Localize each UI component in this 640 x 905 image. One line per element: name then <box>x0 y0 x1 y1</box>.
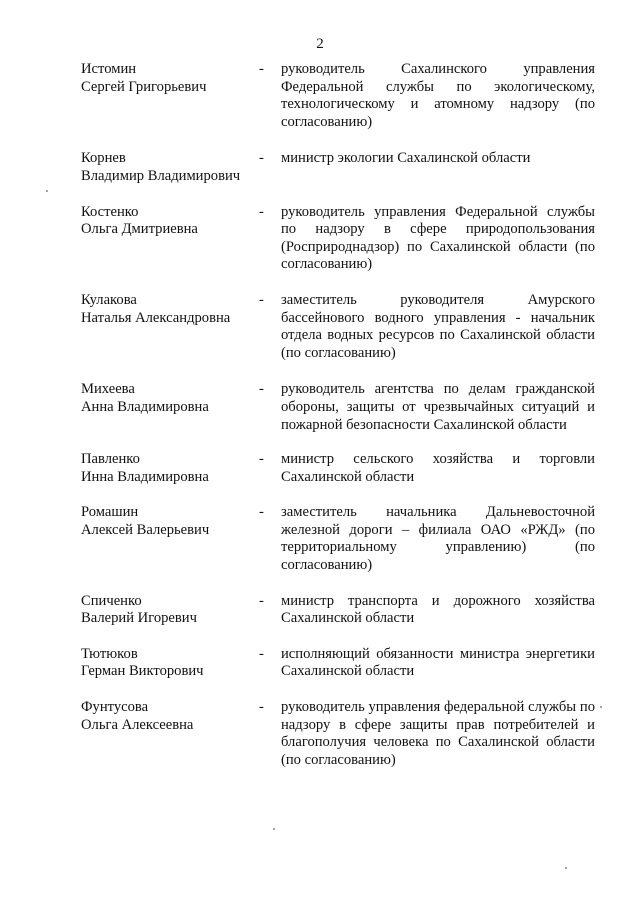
list-item <box>81 699 595 769</box>
separator-dash: - <box>259 504 264 521</box>
separator-dash: - <box>259 592 264 609</box>
member-name <box>81 204 259 239</box>
member-surname: Истомин <box>81 61 137 77</box>
separator-dash: - <box>259 699 264 716</box>
separator-dash: - <box>259 203 264 220</box>
separator-dash: - <box>259 291 264 308</box>
list-item <box>81 504 595 574</box>
member-name <box>81 451 259 486</box>
member-name <box>81 61 259 96</box>
member-given-names: Инна Владимировна <box>81 468 209 485</box>
member-surname: Кулакова <box>81 291 137 308</box>
member-given-names: Сергей Григорьевич <box>81 78 207 95</box>
separator-dash: - <box>259 61 264 77</box>
member-role: исполняющий обязанности министра энергетики Сахалинской области <box>281 645 595 680</box>
member-surname: Корнев <box>81 150 126 167</box>
separator-dash: - <box>259 451 264 468</box>
member-role: руководитель управления федеральной службы по надзору в сфере защиты прав потребителей и благополучия человека по Сахалинской области (по согласованию) <box>281 699 595 768</box>
member-surname: Спиченко <box>81 592 142 609</box>
member-surname: Тютюков <box>81 645 138 662</box>
member-role: руководитель Сахалинского управления Федеральной службы по экологическому, технологическому и атомному надзору (по согласованию) <box>281 61 595 130</box>
member-name <box>81 150 259 185</box>
list-item <box>81 593 595 628</box>
member-given-names: Наталья Александровна <box>81 309 231 326</box>
member-list <box>81 61 595 769</box>
member-role: заместитель начальника Дальневосточной железной дороги – филиала ОАО «РЖД» (по территориальному управлению) (по согласованию) <box>281 504 595 574</box>
member-name <box>81 646 259 681</box>
scan-speck <box>273 828 275 830</box>
list-item <box>81 61 595 131</box>
member-surname: Павленко <box>81 451 140 468</box>
separator-dash: - <box>259 381 264 398</box>
member-name <box>81 593 259 628</box>
member-given-names: Анна Владимировна <box>81 398 209 415</box>
list-item <box>81 292 595 362</box>
scan-speck <box>46 190 48 192</box>
scan-speck <box>565 867 567 869</box>
member-name <box>81 381 259 416</box>
separator-dash: - <box>259 645 264 662</box>
list-item <box>81 204 595 274</box>
list-item <box>81 381 595 434</box>
member-role: руководитель управления Федеральной службы по надзору в сфере природопользования (Росприроднадзор) по Сахалинской области (по согласованию) <box>281 203 595 273</box>
list-item <box>81 150 595 185</box>
member-name <box>81 699 259 734</box>
member-given-names: Герман Викторович <box>81 663 204 680</box>
separator-dash: - <box>259 150 264 167</box>
member-surname: Костенко <box>81 203 139 220</box>
member-surname: Ромашин <box>81 504 139 521</box>
member-role: заместитель руководителя Амурского бассейнового водного управления - начальник отдела водных ресурсов по Сахалинской области (по согласованию) <box>281 291 595 361</box>
member-name <box>81 292 259 327</box>
member-given-names: Владимир Владимирович <box>81 167 241 184</box>
page-number: 2 <box>316 36 324 52</box>
member-given-names: Ольга Дмитриевна <box>81 221 198 238</box>
list-item <box>81 646 595 681</box>
member-given-names: Ольга Алексеевна <box>81 716 194 733</box>
member-surname: Фунтусова <box>81 699 149 716</box>
member-given-names: Алексей Валерьевич <box>81 521 210 538</box>
member-role: министр транспорта и дорожного хозяйства Сахалинской области <box>281 592 595 627</box>
member-role: министр экологии Сахалинской области <box>281 150 531 167</box>
member-role: руководитель агентства по делам гражданской обороны, защиты от чрезвычайных ситуаций и пожарной безопасности Сахалинской области <box>281 381 595 433</box>
member-given-names: Валерий Игоревич <box>81 610 197 627</box>
list-item <box>81 451 595 486</box>
member-name <box>81 504 259 539</box>
scan-speck <box>600 706 602 708</box>
member-surname: Михеева <box>81 381 135 398</box>
member-role: министр сельского хозяйства и торговли Сахалинской области <box>281 451 595 485</box>
